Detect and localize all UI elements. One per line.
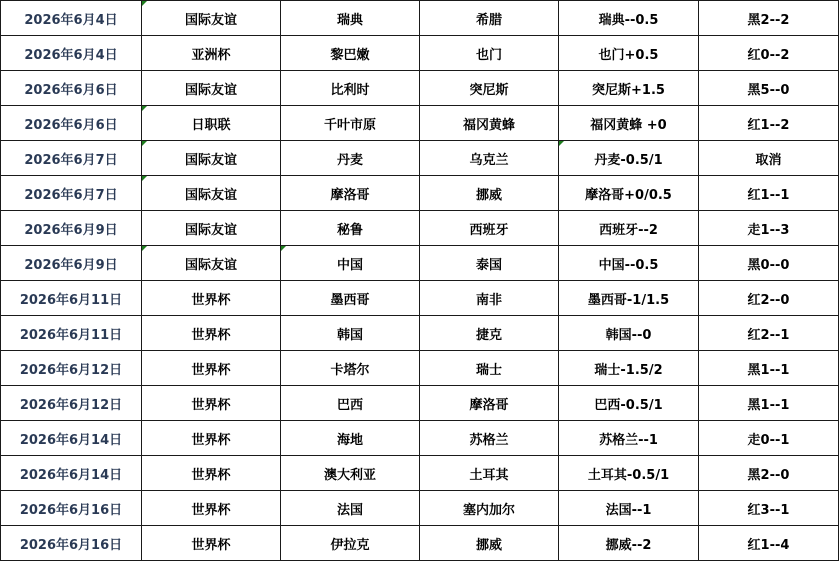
date-cell[interactable]: 2026年6月7日 bbox=[1, 176, 142, 211]
home-team-cell[interactable]: 伊拉克 bbox=[281, 526, 420, 561]
away-team-cell[interactable]: 摩洛哥 bbox=[420, 386, 559, 421]
league-cell[interactable]: 世界杯 bbox=[142, 421, 281, 456]
result-cell[interactable]: 红1--2 bbox=[699, 106, 839, 141]
result-cell[interactable]: 走1--3 bbox=[699, 211, 839, 246]
handicap-cell[interactable]: 突尼斯+1.5 bbox=[559, 71, 699, 106]
away-team-cell[interactable]: 福冈黄蜂 bbox=[420, 106, 559, 141]
away-team-cell[interactable]: 泰国 bbox=[420, 246, 559, 281]
league-cell[interactable]: 世界杯 bbox=[142, 351, 281, 386]
date-cell[interactable]: 2026年6月9日 bbox=[1, 211, 142, 246]
home-team-cell[interactable]: 法国 bbox=[281, 491, 420, 526]
result-cell[interactable]: 黑5--0 bbox=[699, 71, 839, 106]
table-row bbox=[1, 246, 839, 281]
table-row bbox=[1, 106, 839, 141]
table-row bbox=[1, 316, 839, 351]
home-team-cell[interactable]: 丹麦 bbox=[281, 141, 420, 176]
league-cell[interactable]: 国际友谊 bbox=[142, 1, 281, 36]
handicap-cell[interactable]: 巴西-0.5/1 bbox=[559, 386, 699, 421]
home-team-cell[interactable]: 千叶市原 bbox=[281, 106, 420, 141]
home-team-cell[interactable]: 摩洛哥 bbox=[281, 176, 420, 211]
handicap-cell[interactable]: 摩洛哥+0/0.5 bbox=[559, 176, 699, 211]
league-cell[interactable]: 国际友谊 bbox=[142, 176, 281, 211]
league-cell[interactable]: 世界杯 bbox=[142, 281, 281, 316]
home-team-cell[interactable]: 巴西 bbox=[281, 386, 420, 421]
date-cell[interactable]: 2026年6月14日 bbox=[1, 421, 142, 456]
away-team-cell[interactable]: 捷克 bbox=[420, 316, 559, 351]
date-cell[interactable]: 2026年6月11日 bbox=[1, 316, 142, 351]
result-cell[interactable]: 黑2--2 bbox=[699, 1, 839, 36]
handicap-cell[interactable]: 瑞典--0.5 bbox=[559, 1, 699, 36]
date-cell[interactable]: 2026年6月6日 bbox=[1, 71, 142, 106]
result-cell[interactable]: 黑1--1 bbox=[699, 351, 839, 386]
table-row bbox=[1, 281, 839, 316]
league-cell[interactable]: 国际友谊 bbox=[142, 141, 281, 176]
league-cell[interactable]: 亚洲杯 bbox=[142, 36, 281, 71]
table-row bbox=[1, 526, 839, 561]
league-cell[interactable]: 世界杯 bbox=[142, 316, 281, 351]
handicap-cell[interactable]: 韩国--0 bbox=[559, 316, 699, 351]
league-cell[interactable]: 国际友谊 bbox=[142, 246, 281, 281]
handicap-cell[interactable]: 中国--0.5 bbox=[559, 246, 699, 281]
league-cell[interactable]: 日职联 bbox=[142, 106, 281, 141]
away-team-cell[interactable]: 西班牙 bbox=[420, 211, 559, 246]
date-cell[interactable]: 2026年6月6日 bbox=[1, 106, 142, 141]
result-cell[interactable]: 红1--4 bbox=[699, 526, 839, 561]
away-team-cell[interactable]: 突尼斯 bbox=[420, 71, 559, 106]
result-cell[interactable]: 黑1--1 bbox=[699, 386, 839, 421]
home-team-cell[interactable]: 墨西哥 bbox=[281, 281, 420, 316]
home-team-cell[interactable]: 卡塔尔 bbox=[281, 351, 420, 386]
handicap-cell[interactable]: 丹麦-0.5/1 bbox=[559, 141, 699, 176]
league-cell[interactable]: 世界杯 bbox=[142, 386, 281, 421]
result-cell[interactable]: 取消 bbox=[699, 141, 839, 176]
date-cell[interactable]: 2026年6月14日 bbox=[1, 456, 142, 491]
result-cell[interactable]: 黑0--0 bbox=[699, 246, 839, 281]
handicap-cell[interactable]: 也门+0.5 bbox=[559, 36, 699, 71]
handicap-cell[interactable]: 苏格兰--1 bbox=[559, 421, 699, 456]
league-cell[interactable]: 国际友谊 bbox=[142, 211, 281, 246]
away-team-cell[interactable]: 塞内加尔 bbox=[420, 491, 559, 526]
away-team-cell[interactable]: 也门 bbox=[420, 36, 559, 71]
away-team-cell[interactable]: 瑞士 bbox=[420, 351, 559, 386]
away-team-cell[interactable]: 乌克兰 bbox=[420, 141, 559, 176]
date-cell[interactable]: 2026年6月9日 bbox=[1, 246, 142, 281]
result-cell[interactable]: 红0--2 bbox=[699, 36, 839, 71]
handicap-cell[interactable]: 福冈黄蜂 +0 bbox=[559, 106, 699, 141]
table-row bbox=[1, 456, 839, 491]
table-row bbox=[1, 36, 839, 71]
date-cell[interactable]: 2026年6月16日 bbox=[1, 526, 142, 561]
table-row bbox=[1, 71, 839, 106]
handicap-cell[interactable]: 墨西哥-1/1.5 bbox=[559, 281, 699, 316]
home-team-cell[interactable]: 中国 bbox=[281, 246, 420, 281]
home-team-cell[interactable]: 秘鲁 bbox=[281, 211, 420, 246]
home-team-cell[interactable]: 澳大利亚 bbox=[281, 456, 420, 491]
date-cell[interactable]: 2026年6月4日 bbox=[1, 1, 142, 36]
table-row bbox=[1, 1, 839, 36]
handicap-cell[interactable]: 挪威--2 bbox=[559, 526, 699, 561]
home-team-cell[interactable]: 黎巴嫩 bbox=[281, 36, 420, 71]
handicap-cell[interactable]: 法国--1 bbox=[559, 491, 699, 526]
handicap-cell[interactable]: 土耳其-0.5/1 bbox=[559, 456, 699, 491]
away-team-cell[interactable]: 土耳其 bbox=[420, 456, 559, 491]
league-cell[interactable]: 世界杯 bbox=[142, 526, 281, 561]
result-cell[interactable]: 走0--1 bbox=[699, 421, 839, 456]
league-cell[interactable]: 世界杯 bbox=[142, 456, 281, 491]
home-team-cell[interactable]: 比利时 bbox=[281, 71, 420, 106]
result-cell[interactable]: 红1--1 bbox=[699, 176, 839, 211]
result-cell[interactable]: 黑2--0 bbox=[699, 456, 839, 491]
handicap-cell[interactable]: 西班牙--2 bbox=[559, 211, 699, 246]
date-cell[interactable]: 2026年6月12日 bbox=[1, 351, 142, 386]
league-cell[interactable]: 世界杯 bbox=[142, 491, 281, 526]
date-cell[interactable]: 2026年6月7日 bbox=[1, 141, 142, 176]
match-table-body bbox=[1, 1, 839, 561]
home-team-cell[interactable]: 韩国 bbox=[281, 316, 420, 351]
away-team-cell[interactable]: 挪威 bbox=[420, 526, 559, 561]
table-row bbox=[1, 491, 839, 526]
result-cell[interactable]: 红3--1 bbox=[699, 491, 839, 526]
table-row bbox=[1, 176, 839, 211]
date-cell[interactable]: 2026年6月12日 bbox=[1, 386, 142, 421]
result-cell[interactable]: 红2--0 bbox=[699, 281, 839, 316]
home-team-cell[interactable]: 瑞典 bbox=[281, 1, 420, 36]
table-row bbox=[1, 351, 839, 386]
away-team-cell[interactable]: 希腊 bbox=[420, 1, 559, 36]
away-team-cell[interactable]: 苏格兰 bbox=[420, 421, 559, 456]
away-team-cell[interactable]: 南非 bbox=[420, 281, 559, 316]
result-cell[interactable]: 红2--1 bbox=[699, 316, 839, 351]
date-cell[interactable]: 2026年6月11日 bbox=[1, 281, 142, 316]
table-row bbox=[1, 421, 839, 456]
league-cell[interactable]: 国际友谊 bbox=[142, 71, 281, 106]
home-team-cell[interactable]: 海地 bbox=[281, 421, 420, 456]
date-cell[interactable]: 2026年6月16日 bbox=[1, 491, 142, 526]
table-row bbox=[1, 211, 839, 246]
date-cell[interactable]: 2026年6月4日 bbox=[1, 36, 142, 71]
table-row bbox=[1, 141, 839, 176]
table-row bbox=[1, 386, 839, 421]
handicap-cell[interactable]: 瑞士-1.5/2 bbox=[559, 351, 699, 386]
away-team-cell[interactable]: 挪威 bbox=[420, 176, 559, 211]
